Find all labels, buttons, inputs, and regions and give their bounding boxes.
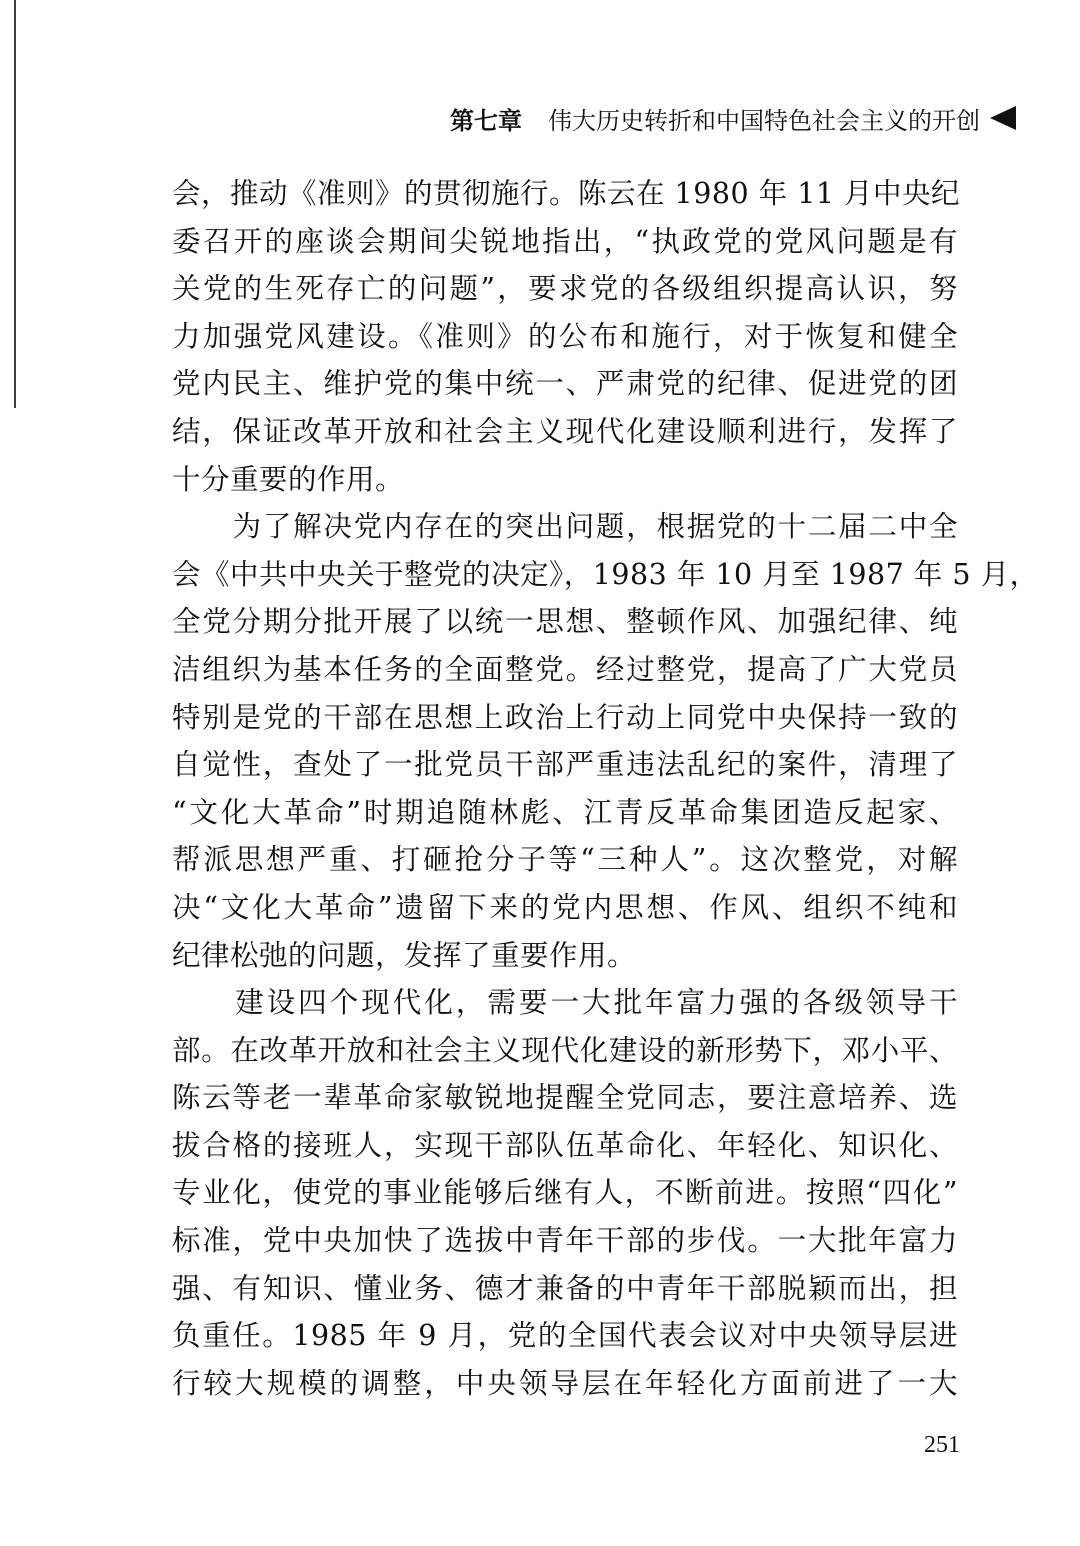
text-line: 十分重要的作用。 (172, 462, 405, 496)
text-line: 决“文化大革命”遗留下来的党内思想、作风、组织不纯和 (172, 890, 958, 924)
page-number: 251 (924, 1432, 960, 1458)
text-line: 全党分期分批开展了以统一思想、整顿作风、加强纪律、纯 (172, 605, 958, 639)
text-line: 关党的生死存亡的问题”，要求党的各级组织提高认识，努 (172, 272, 958, 306)
text-line: 部。在改革开放和社会主义现代化建设的新形势下，邓小平、 (172, 1033, 958, 1067)
text-line: 会，推动《准则》的贯彻施行。陈云在 1980 年 11 月中央纪 (172, 177, 961, 210)
page-margin-line (14, 0, 16, 408)
text-line: 委召开的座谈会期间尖锐地指出，“执政党的党风问题是有 (172, 224, 958, 258)
text-line: 拔合格的接班人，实现干部队伍革命化、年轻化、知识化、 (172, 1128, 958, 1162)
text-line: 洁组织为基本任务的全面整党。经过整党，提高了广大党员 (172, 652, 958, 686)
body-text (172, 170, 1039, 1407)
text-line: 纪律松弛的问题，发挥了重要作用。 (172, 938, 637, 972)
text-line: 标准，党中央加快了选拔中青年干部的步伐。一大批年富力 (172, 1224, 958, 1258)
text-line: 结，保证改革开放和社会主义现代化建设顺利进行，发挥了 (172, 414, 958, 448)
text-line: “文化大革命”时期追随林彪、江青反革命集团造反起家、 (172, 795, 958, 829)
text-line: 陈云等老一辈革命家敏锐地提醒全党同志，要注意培养、选 (172, 1081, 958, 1115)
text-line: 力加强党风建设。《准则》的公布和施行，对于恢复和健全 (172, 319, 958, 353)
text-line: 帮派思想严重、打砸抢分子等“三种人”。这次整党，对解 (172, 843, 958, 877)
running-head (450, 98, 980, 138)
text-line: 专业化，使党的事业能够后继有人，不断前进。按照“四化” (172, 1176, 958, 1210)
chapter-title: 伟大历史转折和中国特色社会主义的开创 (548, 106, 980, 135)
text-line: 会《中共中央关于整党的决定》，1983 年 10 月至 1987 年 5 月， (172, 557, 1039, 591)
text-line: 为了解决党内存在的突出问题，根据党的十二届二中全 (172, 510, 958, 544)
text-line: 自觉性，查处了一批党员干部严重违法乱纪的案件，清理了 (172, 748, 958, 782)
text-line: 行较大规模的调整，中央领导层在年轻化方面前进了一大 (172, 1366, 958, 1400)
text-line: 强、有知识、懂业务、德才兼备的中青年干部脱颖而出，担 (172, 1271, 958, 1305)
text-line: 特别是党的干部在思想上政治上行动上同党中央保持一致的 (172, 700, 958, 734)
left-triangle-icon (990, 106, 1016, 130)
text-line: 建设四个现代化，需要一大批年富力强的各级领导干 (172, 986, 958, 1020)
text-line: 党内民主、维护党的集中统一、严肃党的纪律、促进党的团 (172, 367, 958, 401)
text-line: 负重任。1985 年 9 月，党的全国代表会议对中央领导层进 (172, 1319, 958, 1353)
chapter-label: 第七章 (450, 106, 522, 135)
